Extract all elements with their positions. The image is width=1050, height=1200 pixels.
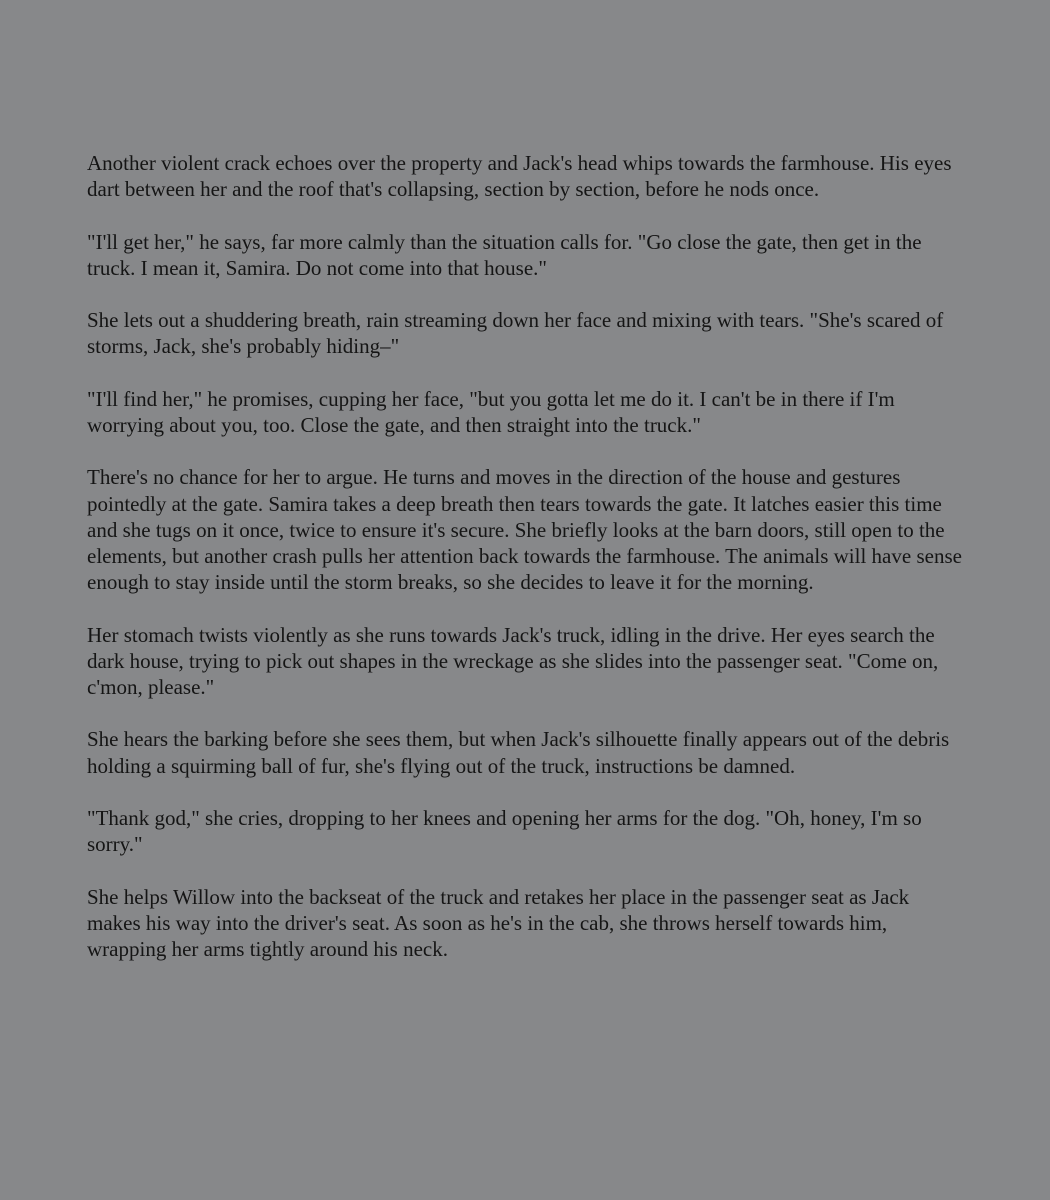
story-paragraph: There's no chance for her to argue. He turns and moves in the direction of the house and gestures pointedly at the gate. Samira takes a deep breath then tears towards the gate. It latches easier this time and she tugs on it once, twice to ensure it's secure. She briefly looks at the barn doors, still open to the elements, but another crash pulls her attention back towards the farmhouse. The animals will have sense enough to stay inside until the storm breaks, so she decides to leave it for the morning. (87, 465, 962, 595)
story-paragraph: Her stomach twists violently as she runs towards Jack's truck, idling in the drive. Her eyes search the dark house, trying to pick out shapes in the wreckage as she slides into the passenger seat. "Come on, c'mon, please." (87, 622, 939, 699)
story-paragraph: She hears the barking before she sees them, but when Jack's silhouette finally appears out of the debris holding a squirming ball of fur, she's flying out of the truck, instructions be damned. (87, 727, 950, 778)
story-text (87, 150, 967, 962)
story-paragraph: She lets out a shuddering breath, rain streaming down her face and mixing with tears. "She's scared of storms, Jack, she's probably hiding–" (87, 308, 944, 359)
story-paragraph: "I'll get her," he says, far more calmly than the situation calls for. "Go close the gate, then get in the truck. I mean it, Samira. Do not come into that house." (87, 229, 922, 280)
story-paragraph: Another violent crack echoes over the property and Jack's head whips towards the farmhouse. His eyes dart between her and the roof that's collapsing, section by section, before he nods once. (87, 151, 952, 202)
story-paragraph: "Thank god," she cries, dropping to her knees and opening her arms for the dog. "Oh, honey, I'm so sorry." (87, 805, 922, 857)
story-paragraph: "I'll find her," he promises, cupping her face, "but you gotta let me do it. I can't be in there if I'm worrying about you, too. Close the gate, and then straight into the truck." (87, 386, 895, 437)
story-paragraph: She helps Willow into the backseat of the truck and retakes her place in the passenger seat as Jack makes his way into the driver's seat. As soon as he's in the cab, she throws herself towards him, wrapping her arms tightly around his neck. (87, 884, 910, 961)
